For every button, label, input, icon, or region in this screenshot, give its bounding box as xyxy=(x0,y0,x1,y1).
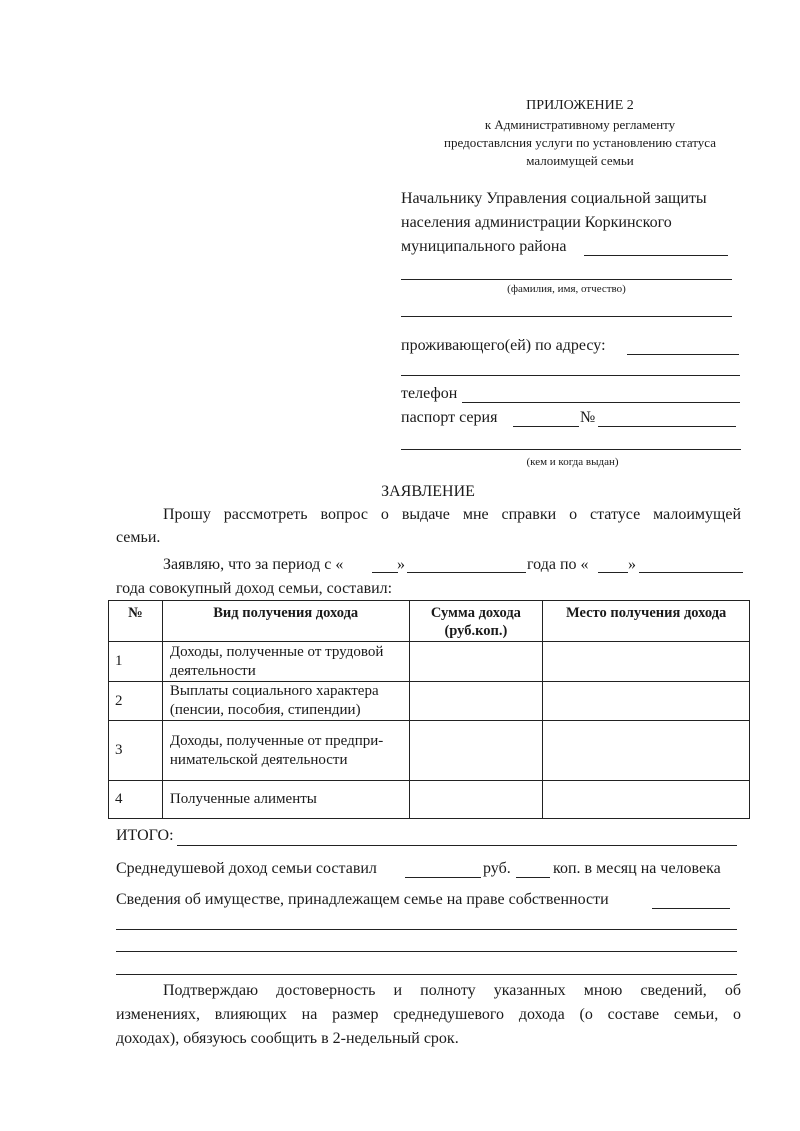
period-from-day-line[interactable] xyxy=(372,572,398,573)
property-fill-line[interactable] xyxy=(652,908,730,909)
appendix-line-1: к Административному регламенту xyxy=(484,117,676,132)
address-fill-line-2[interactable] xyxy=(401,375,740,376)
passport-issued-fill-line[interactable] xyxy=(401,449,741,450)
row-kind: Выплаты социального характера (пенсии, пособия, стипендии) xyxy=(162,682,409,721)
avg-income-rub-line[interactable] xyxy=(405,877,481,878)
phone-fill-line[interactable] xyxy=(462,402,740,403)
addressee-line-1: Начальнику Управления социальной защиты xyxy=(401,190,707,207)
avg-income-kop-line[interactable] xyxy=(516,877,550,878)
row-place-cell[interactable] xyxy=(543,642,750,682)
period-line-2: года совокупный доход семьи, составил: xyxy=(116,580,393,597)
row-sum-cell[interactable] xyxy=(409,682,543,721)
rub-label: руб. xyxy=(483,860,511,877)
row-sum-cell[interactable] xyxy=(409,781,543,819)
row-sum-cell[interactable] xyxy=(409,642,543,682)
header-num: № xyxy=(109,601,163,642)
row-kind: Полученные алименты xyxy=(162,781,409,819)
table-row xyxy=(109,682,750,721)
district-fill-line[interactable] xyxy=(584,255,728,256)
row-number: 3 xyxy=(109,721,163,781)
period-to-day-line[interactable] xyxy=(598,572,628,573)
kop-label: коп. в месяц на человека xyxy=(553,860,721,877)
period-from-month-line[interactable] xyxy=(407,572,526,573)
fio-caption: (фамилия, имя, отчество) xyxy=(507,283,626,295)
row-number: 1 xyxy=(109,642,163,682)
request-line-1: Прошу рассмотреть вопрос о выдаче мне справки о статусе малоимущей xyxy=(163,506,741,523)
passport-number-fill-line[interactable] xyxy=(598,426,736,427)
period-from-label: Заявляю, что за период с « xyxy=(163,556,344,573)
table-row xyxy=(109,721,750,781)
passport-series-fill-line[interactable] xyxy=(513,426,579,427)
property-fill-line-3[interactable] xyxy=(116,951,737,952)
total-label: ИТОГО: xyxy=(116,827,174,844)
fio-fill-line[interactable] xyxy=(401,279,732,280)
row-place-cell[interactable] xyxy=(543,721,750,781)
row-kind: Доходы, полученные от предпри-нимательской деятельности xyxy=(162,721,409,781)
period-to-month-line[interactable] xyxy=(639,572,743,573)
period-from-close-quote: » xyxy=(397,556,405,573)
row-place-cell[interactable] xyxy=(543,682,750,721)
table-header-row xyxy=(109,601,750,642)
period-to-close-quote: » xyxy=(628,556,636,573)
header-kind: Вид получения дохода xyxy=(162,601,409,642)
table-row xyxy=(109,642,750,682)
request-line-2: семьи. xyxy=(116,529,161,546)
table-row xyxy=(109,781,750,819)
issued-caption: (кем и когда выдан) xyxy=(526,456,619,468)
year-to-label: года по « xyxy=(527,556,589,573)
fio-fill-line-2[interactable] xyxy=(401,316,732,317)
statement-title: ЗАЯВЛЕНИЕ xyxy=(381,483,475,500)
confirm-line-3: доходах), обязуюсь сообщить в 2-недельный срок. xyxy=(116,1030,459,1047)
total-fill-line[interactable] xyxy=(177,845,737,846)
row-number: 2 xyxy=(109,682,163,721)
row-number: 4 xyxy=(109,781,163,819)
avg-income-prefix: Среднедушевой доход семьи составил xyxy=(116,860,377,877)
address-fill-line[interactable] xyxy=(627,354,739,355)
addressee-line-3: муниципального района xyxy=(401,238,567,255)
header-place: Место получения дохода xyxy=(543,601,750,642)
confirm-line-2: изменениях, влияющих на размер среднедушевого дохода (о составе семьи, о xyxy=(116,1006,741,1023)
phone-label: телефон xyxy=(401,385,458,402)
row-place-cell[interactable] xyxy=(543,781,750,819)
property-fill-line-2[interactable] xyxy=(116,929,737,930)
appendix-line-3: малоимущей семьи xyxy=(526,153,634,168)
addressee-line-2: населения администрации Коркинского xyxy=(401,214,672,231)
property-fill-line-4[interactable] xyxy=(116,974,737,975)
appendix-title: ПРИЛОЖЕНИЕ 2 xyxy=(526,98,634,113)
appendix-line-2: предоставлсния услуги по установлению статуса xyxy=(444,135,716,150)
income-table xyxy=(108,600,750,819)
confirm-line-1: Подтверждаю достоверность и полноту указанных мною сведений, об xyxy=(163,982,741,999)
address-label: проживающего(ей) по адресу: xyxy=(401,337,606,354)
passport-series-label: паспорт серия xyxy=(401,409,498,426)
row-sum-cell[interactable] xyxy=(409,721,543,781)
row-kind: Доходы, полученные от трудовой деятельности xyxy=(162,642,409,682)
property-label: Сведения об имуществе, принадлежащем семье на праве собственности xyxy=(116,891,609,908)
passport-number-label: № xyxy=(580,409,596,426)
header-sum: Сумма дохода (руб.коп.) xyxy=(409,601,543,642)
